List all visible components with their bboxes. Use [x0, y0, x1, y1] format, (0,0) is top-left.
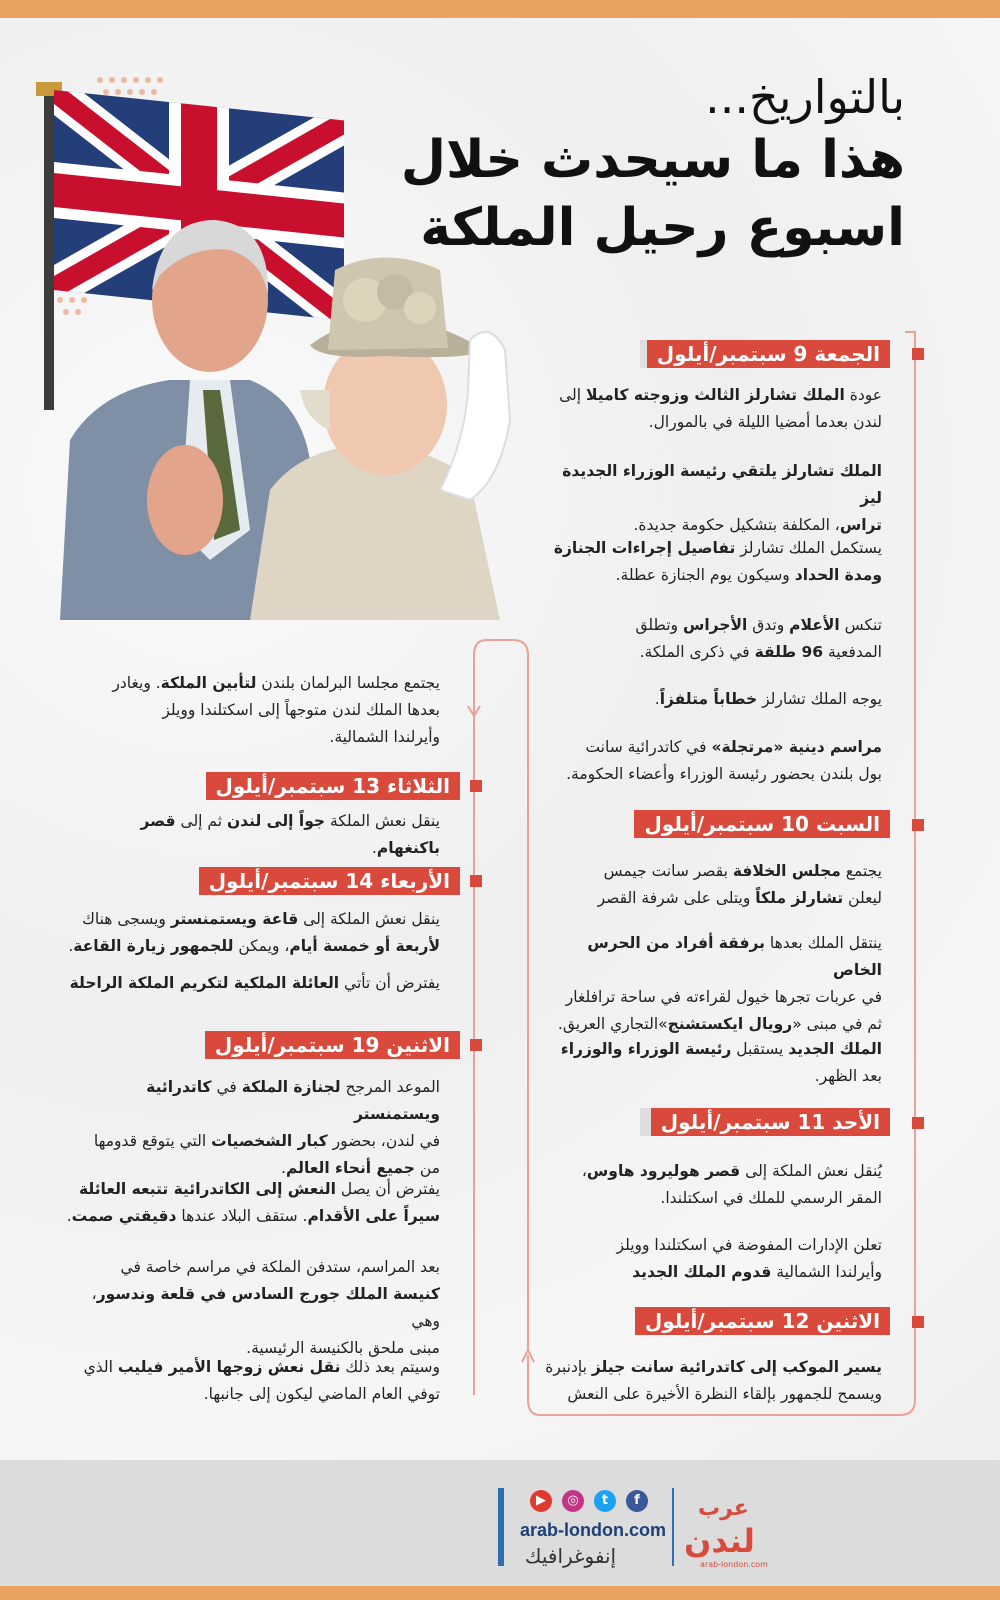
event-item: يجتمع مجلس الخلافة بقصر سانت جيمس ليعلن تشارلز ملكاً ويتلى على شرفة القصر [597, 862, 882, 907]
day-header-fri-9 [640, 340, 890, 368]
day-label: الاثنين 19 سبتمبر/أيلول [205, 1031, 460, 1059]
instagram-icon[interactable]: ◎ [562, 1490, 584, 1512]
site-url[interactable]: arab-london.com [520, 1520, 667, 1540]
event-item: الملك تشارلز يلتقي رئيسة الوزراء الجديدة ليز تراس، المكلفة بتشكيل حكومة جديدة. [562, 462, 882, 534]
footer [0, 1460, 1000, 1586]
logo-main-text: لندن [684, 1522, 755, 1560]
youtube-icon[interactable]: ▶ [530, 1490, 552, 1512]
event-item: مراسم دينية «مرتجلة» في كاتدرائية سانت بول بلندن بحضور رئيسة الوزراء وأعضاء الحكومة. [566, 738, 882, 783]
title-line-3: اسبوع رحيل الملكة [420, 198, 905, 258]
infographic-label: إنفوغرافيك [525, 1544, 617, 1568]
event-item: بعد المراسم، ستدفن الملكة في مراسم خاصة في كنيسة الملك جورج السادس في قلعة وندسور، وهي مبنى ملحق بالكنيسة الرئيسية. [91, 1258, 440, 1357]
event-item: الموعد المرجح لجنازة الملكة في كاتدرائية ويستمنستر في لندن، بحضور كبار الشخصيات التي يتوقع قدومها من جميع أنحاء العالم. [93, 1078, 440, 1177]
day-label: الأحد 11 سبتمبر/أيلول [651, 1108, 890, 1136]
day-header-sun-11 [640, 1108, 890, 1136]
event-item: يجتمع مجلسا البرلمان بلندن لتأبين الملكة. ويغادر بعدها الملك لندن متوجهاً إلى اسكتلندا وويلز وأيرلندا الشمالية. [112, 674, 440, 746]
timeline-bullet [470, 780, 482, 792]
timeline-bullet [912, 1117, 924, 1129]
top-accent-bar [0, 0, 1000, 18]
event-item: وسيتم بعد ذلك نقل نعش زوجها الأمير فيليب الذي توفي العام الماضي ليكون إلى جانبها. [83, 1358, 440, 1403]
bottom-accent-bar [0, 1586, 1000, 1600]
day-label: الأربعاء 14 سبتمبر/أيلول [199, 867, 460, 895]
facebook-icon[interactable]: f [626, 1490, 648, 1512]
day-header-sat-10 [640, 810, 890, 838]
day-header-mon-19 [214, 1031, 460, 1059]
event-item: يُنقل نعش الملكة إلى قصر هوليرود هاوس، المقر الرسمي للملك في اسكتلندا. [581, 1162, 882, 1207]
event-item: ينقل نعش الملكة جواً إلى لندن ثم إلى قصر باكنغهام. [140, 812, 440, 857]
day-header-mon-12 [640, 1307, 890, 1335]
footer-divider [672, 1488, 674, 1566]
timeline-bullet [470, 875, 482, 887]
event-item: يفترض أن تأتي العائلة الملكية لتكريم الملكة الراحلة [69, 974, 440, 992]
day-label: الثلاثاء 13 سبتمبر/أيلول [206, 772, 460, 800]
timeline-bullet [912, 348, 924, 360]
day-header-wed-14 [208, 867, 460, 895]
event-item: يوجه الملك تشارلز خطاباً متلفزاً. [654, 690, 882, 708]
event-item: عودة الملك تشارلز الثالث وزوجته كاميلا إلى لندن بعدما أمضيا الليلة في بالمورال. [559, 386, 882, 431]
day-header-tue-13 [215, 772, 460, 800]
day-label: الجمعة 9 سبتمبر/أيلول [647, 340, 890, 368]
event-item: تعلن الإدارات المفوضة في اسكتلندا وويلز وأيرلندا الشمالية قدوم الملك الجديد [616, 1236, 882, 1281]
day-label: السبت 10 سبتمبر/أيلول [634, 810, 890, 838]
logo-small-text: arab-london.com [700, 1560, 768, 1569]
twitter-icon[interactable]: t [594, 1490, 616, 1512]
event-item: الملك الجديد يستقبل رئيسة الوزراء والوزراء بعد الظهر. [560, 1040, 882, 1085]
event-item: ينقل نعش الملكة إلى قاعة ويستمنستر ويسجى هناك لأربعة أو خمسة أيام، ويمكن للجمهور زيارة القاعة. [68, 910, 440, 955]
event-item: يفترض أن يصل النعش إلى الكاتدرائية تتبعه العائلة سيراً على الأقدام. ستقف البلاد عندها دقيقتي صمت. [66, 1180, 440, 1225]
title-line-1: بالتواريخ... [705, 70, 905, 124]
title-line-2: هذا ما سيحدث خلال [400, 130, 905, 190]
event-item: تنكس الأعلام وتدق الأجراس وتطلق المدفعية 96 طلقة في ذكرى الملكة. [635, 616, 882, 661]
day-label: الاثنين 12 سبتمبر/أيلول [635, 1307, 890, 1335]
event-item: يسير الموكب إلى كاتدرائية سانت جيلز بإدنبرة ويسمح للجمهور بإلقاء النظرة الأخيرة على النعش [545, 1358, 882, 1403]
footer-bar [498, 1488, 504, 1566]
event-item: ينتقل الملك بعدها برفقة أفراد من الحرس الخاص في عربات تجرها خيول لقراءته في ساحة ترافلغار ثم في مبنى «رويال ايكستشنج»التجاري العريق. [557, 934, 882, 1033]
timeline-bullet [470, 1039, 482, 1051]
timeline-bullet [912, 1316, 924, 1328]
event-item: يستكمل الملك تشارلز تفاصيل إجراءات الجنازة ومدة الحداد وسيكون يوم الجنازة عطلة. [553, 539, 882, 584]
timeline-bullet [912, 819, 924, 831]
logo-top-text: عرب [698, 1496, 749, 1521]
